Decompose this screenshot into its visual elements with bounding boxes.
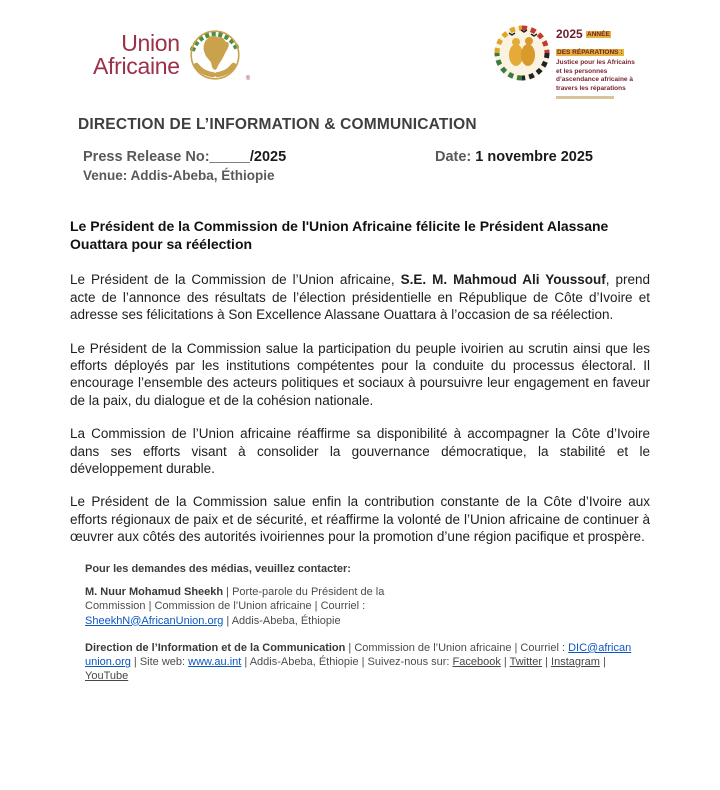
separator-3: | (599, 656, 606, 669)
theme-slogan-line4: travers les réparations (556, 84, 626, 92)
au-wordmark-line2: Africaine (93, 53, 180, 79)
dic-footer-block (85, 641, 633, 684)
date-label: Date: (435, 149, 472, 165)
website-link[interactable]: www.au.int (188, 656, 242, 669)
contact-name: M. Nuur Mohamud Sheekh (85, 585, 224, 598)
venue-line: Venue: Addis-Abeba, Éthiopie (83, 168, 275, 183)
paragraph-3: La Commission de l’Union africaine réaffirme sa disponibilité à accompagner la Côte d’Ivoire dans ses efforts visant à consolider la gouvernance démocratique, la stabilité et le développement durable. (70, 426, 650, 477)
press-release-number: _____/2025 (209, 149, 287, 165)
article-body (70, 217, 650, 546)
theme-year: 2025 (556, 27, 583, 41)
paragraph-2: Le Président de la Commission salue la participation du peuple ivoirien au scrutin ainsi que les efforts déployés par les institutions compétentes pour la conduite du processus électoral. Il encourage l’ensemble des acteurs politiques et sociaux à poursuivre leur engagement en faveur de la paix, du dialogue et de la cohésion nationale. (70, 340, 650, 408)
dic-follow-label: | Addis-Abeba, Éthiopie | Suivez-nous sur: (241, 656, 453, 669)
paragraph-1-lead: Le Président de la Commission de l’Union africaine, (70, 272, 401, 288)
department-heading: DIRECTION DE L’INFORMATION & COMMUNICATION (78, 116, 477, 133)
theme-logo-text (556, 24, 662, 99)
au-wordmark-line1: Union (121, 30, 180, 57)
theme-slogan-line1: Justice pour les Africains (556, 59, 635, 67)
press-release-number-line (83, 149, 720, 165)
media-contact-heading: Pour les demandes des médias, veuillez contacter: (85, 562, 351, 575)
dic-email-link[interactable]: DIC@african union.org (85, 641, 632, 669)
theme-reparations-line: DES RÉPARATIONS : (557, 49, 623, 57)
date-line (435, 149, 593, 165)
separator-2: | (542, 656, 552, 669)
theme-slogan-line3: d’ascendance africaine à (556, 76, 633, 84)
article-title: Le Président de la Commission de l'Union Africaine félicite le Président Alassane Ouattara pour sa réélection (70, 218, 609, 253)
separator-1: | (500, 656, 510, 669)
au-emblem-icon (184, 24, 246, 86)
registered-mark: ® (245, 76, 251, 82)
facebook-link[interactable]: Facebook (452, 656, 501, 669)
release-meta (83, 149, 720, 183)
youtube-link[interactable]: YouTube (85, 670, 129, 683)
contact-email-link[interactable]: SheekhN@AfricanUnion.org (85, 614, 224, 627)
contact-details: | Porte-parole du Président de la Commission | Commission de l’Union africaine | Courriel : (85, 585, 385, 613)
document-footer (85, 562, 640, 684)
african-union-logo-wordmark (93, 32, 180, 77)
dic-details: | Commission de l’Union africaine | Courriel : (345, 641, 569, 654)
theme-year-line (556, 28, 662, 41)
theme-2025-logo (493, 24, 662, 99)
theme-annee: ANNÉE (587, 31, 610, 38)
paragraph-1 (70, 271, 650, 323)
theme-tagline-illegible (556, 96, 614, 99)
press-release-label: Press Release No: (83, 149, 210, 165)
chairperson-name: S.E. M. Mahmoud Ali Youssouf (400, 272, 606, 288)
twitter-link[interactable]: Twitter (509, 656, 543, 669)
theme-emblem-icon (493, 24, 551, 82)
african-union-logo (93, 24, 250, 86)
dic-site-label: | Site web: (130, 656, 189, 669)
masthead (0, 0, 720, 90)
date-value: 1 novembre 2025 (475, 149, 593, 165)
media-contact-block (85, 585, 447, 628)
paragraph-1-rest: , prend acte de l’annonce des résultats de l’élection présidentielle en République de Côte d’Ivoire et adresse ses félicitations à Son Excellence Alassane Ouattara à l’occasion de sa réélection. (70, 272, 651, 323)
dic-department-name: Direction de l’Information et de la Communication (85, 641, 346, 654)
theme-slogan-line2: et les personnes (556, 67, 608, 75)
contact-location: | Addis-Abeba, Éthiopie (223, 614, 341, 627)
paragraph-4: Le Président de la Commission salue enfin la contribution constante de la Côte d’Ivoire aux efforts régionaux de paix et de sécurité, et réaffirme la volonté de l’Union africaine de continuer à œuvrer aux côtés des autorités ivoiriennes pour la promotion d’une région pacifique et prospère. (70, 494, 650, 545)
instagram-link[interactable]: Instagram (551, 656, 600, 669)
